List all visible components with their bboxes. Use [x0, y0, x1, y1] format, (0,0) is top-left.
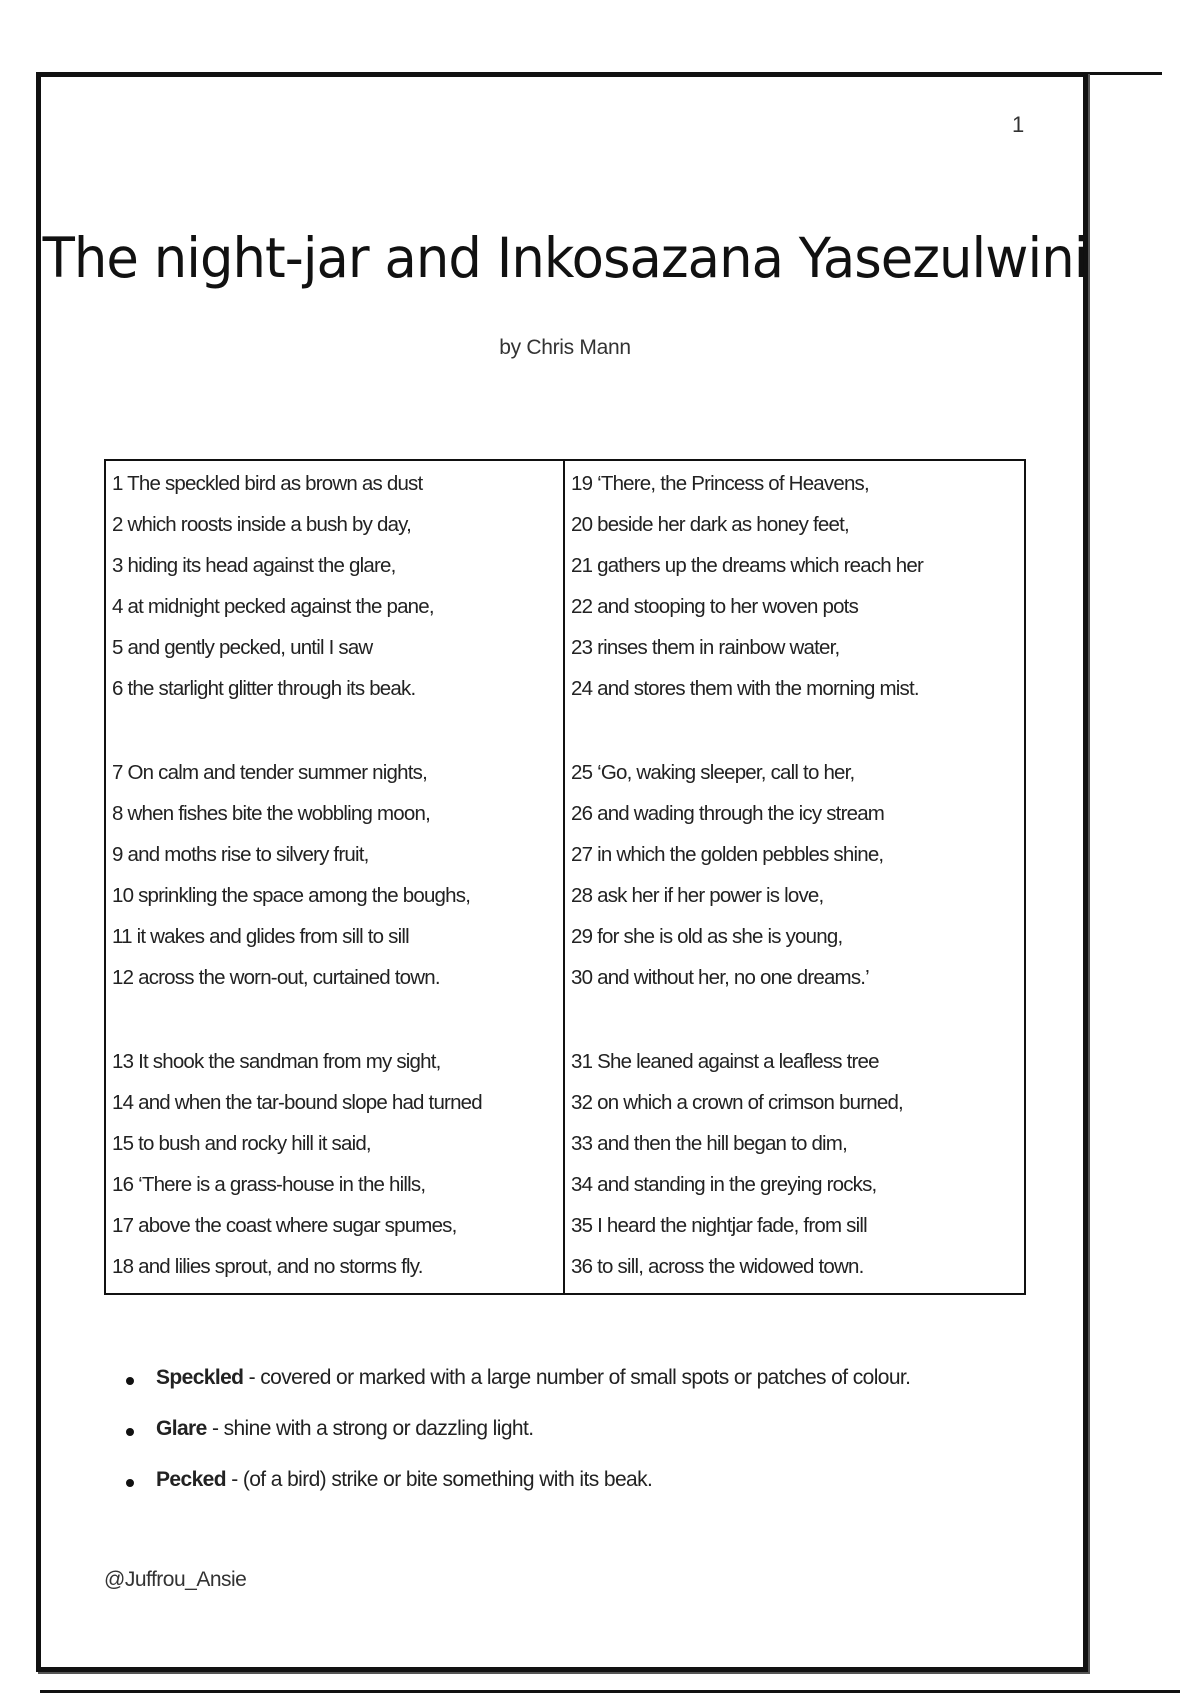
- stanza: [571, 1041, 1024, 1287]
- stanza: [112, 463, 563, 709]
- poem-line: 11 it wakes and glides from sill to sill: [112, 925, 409, 948]
- poem-line: 6 the starlight glitter through its beak.: [112, 677, 416, 700]
- glossary-definition: - (of a bird) strike or bite something with its beak.: [225, 1468, 653, 1491]
- bullet-icon: [126, 1377, 134, 1385]
- poem-line: 24 and stores them with the morning mist.: [571, 677, 919, 700]
- glossary-term: Speckled: [156, 1366, 244, 1389]
- stanza: [112, 752, 563, 998]
- page-number: 1: [1012, 112, 1025, 137]
- poem-line: 13 It shook the sandman from my sight,: [112, 1050, 441, 1073]
- poem-line: 22 and stooping to her woven pots: [571, 595, 859, 618]
- glossary-item: [126, 1417, 1026, 1468]
- poem-line: 9 and moths rise to silvery fruit,: [112, 843, 369, 866]
- poem-line: 35 I heard the nightjar fade, from sill: [571, 1214, 867, 1237]
- poem-line: 28 ask her if her power is love,: [571, 884, 824, 907]
- poem-line: 14 and when the tar-bound slope had turned: [112, 1091, 482, 1114]
- poem-line: 5 and gently pecked, until I saw: [112, 636, 373, 659]
- glossary-definition: - covered or marked with a large number of small spots or patches of colour.: [243, 1366, 911, 1389]
- poem-line: 33 and then the hill began to dim,: [571, 1132, 847, 1155]
- stanza: [571, 463, 1024, 709]
- poem-line: 20 beside her dark as honey feet,: [571, 513, 849, 536]
- poem-line: 30 and without her, no one dreams.’: [571, 966, 869, 989]
- poem-table: [104, 459, 1026, 1295]
- poem-line: 7 On calm and tender summer nights,: [112, 761, 427, 784]
- poem-column-left: [106, 461, 565, 1293]
- poem-line: 32 on which a crown of crimson burned,: [571, 1091, 903, 1114]
- glossary-item: [126, 1468, 1026, 1519]
- poem-line: 34 and standing in the greying rocks,: [571, 1173, 877, 1196]
- poem-column-right: [565, 461, 1024, 1293]
- poem-line: 26 and wading through the icy stream: [571, 802, 885, 825]
- poem-line: 10 sprinkling the space among the boughs,: [112, 884, 471, 907]
- poem-line: 8 when fishes bite the wobbling moon,: [112, 802, 430, 825]
- poem-line: 2 which roosts inside a bush by day,: [112, 513, 412, 536]
- poem-line: 21 gathers up the dreams which reach her: [571, 554, 924, 577]
- poem-line: 31 She leaned against a leafless tree: [571, 1050, 879, 1073]
- poem-line: 36 to sill, across the widowed town.: [571, 1255, 864, 1278]
- stanza: [571, 752, 1024, 998]
- poem-line: 12 across the worn-out, curtained town.: [112, 966, 440, 989]
- glossary-list: [126, 1366, 1026, 1519]
- poem-author: by Chris Mann: [499, 336, 631, 359]
- poem-line: 4 at midnight pecked against the pane,: [112, 595, 434, 618]
- poem-line: 1 The speckled bird as brown as dust: [112, 472, 423, 495]
- poem-line: 17 above the coast where sugar spumes,: [112, 1214, 457, 1237]
- poem-line: 25 ‘Go, waking sleeper, call to her,: [571, 761, 855, 784]
- bottom-rule: [40, 1690, 1180, 1693]
- glossary-item: [126, 1366, 1026, 1417]
- glossary-term: Glare: [156, 1417, 207, 1440]
- bullet-icon: [126, 1428, 134, 1436]
- bullet-icon: [126, 1479, 134, 1487]
- poem-line: 23 rinses them in rainbow water,: [571, 636, 840, 659]
- poem-line: 16 ‘There is a grass-house in the hills,: [112, 1173, 426, 1196]
- author-credit: @Juffrou_Ansie: [104, 1568, 247, 1591]
- glossary-term: Pecked: [156, 1468, 226, 1491]
- poem-line: 3 hiding its head against the glare,: [112, 554, 396, 577]
- glossary-definition: - shine with a strong or dazzling light.: [206, 1417, 534, 1440]
- poem-line: 27 in which the golden pebbles shine,: [571, 843, 884, 866]
- poem-line: 29 for she is old as she is young,: [571, 925, 843, 948]
- poem-line: 15 to bush and rocky hill it said,: [112, 1132, 371, 1155]
- poem-title: The night-jar and Inkosazana Yasezulwini: [42, 226, 1088, 290]
- poem-line: 19 ‘There, the Princess of Heavens,: [571, 472, 869, 495]
- stanza: [112, 1041, 563, 1287]
- poem-line: 18 and lilies sprout, and no storms fly.: [112, 1255, 423, 1278]
